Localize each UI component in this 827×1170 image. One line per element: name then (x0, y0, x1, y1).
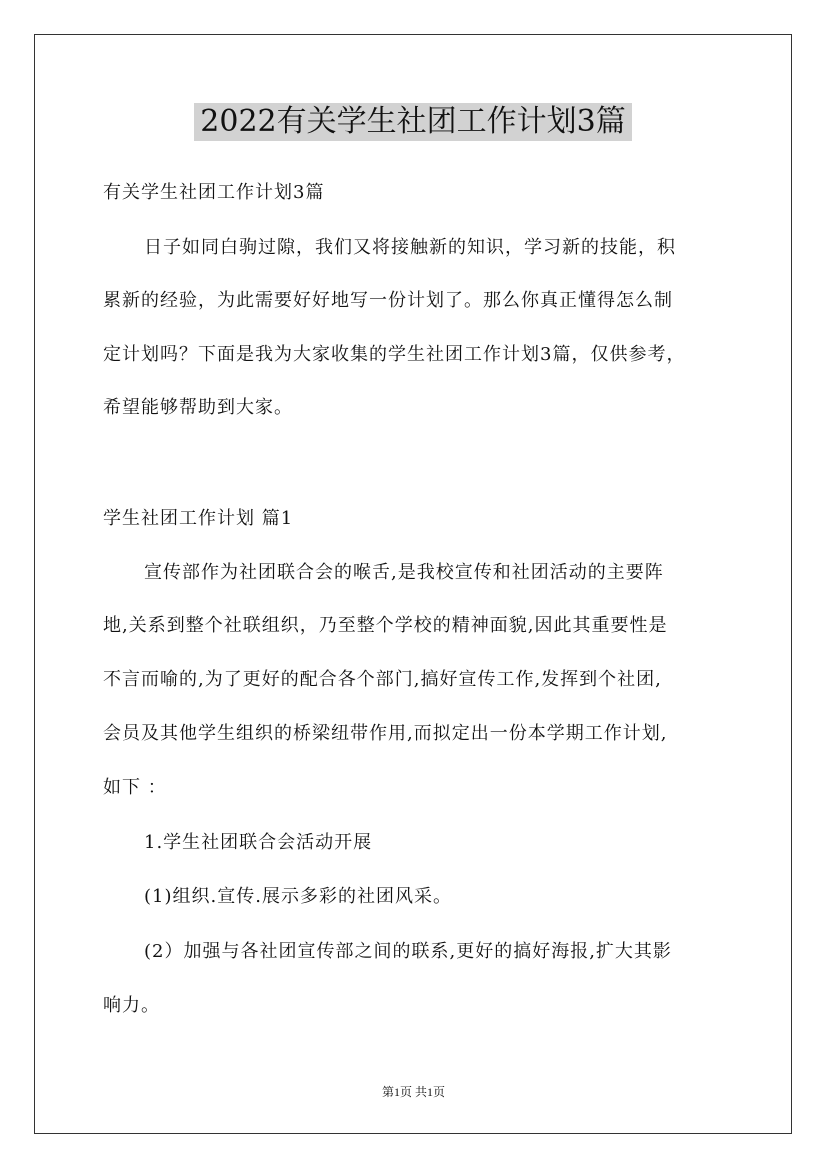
list-item: (2）加强与各社团宣传部之间的联系,更好的搞好海报,扩大其影 (144, 941, 672, 962)
body-line: 不言而喻的,为了更好的配合各个部门,搞好宣传工作,发挥到个社团, (103, 669, 662, 690)
intro-line: 希望能够帮助到大家。 (103, 397, 293, 418)
body-line: 会员及其他学生组织的桥梁纽带作用,而拟定出一份本学期工作计划, (103, 723, 668, 744)
list-item-continuation: 响力。 (103, 995, 160, 1016)
document-title: 2022有关学生社团工作计划3篇 (194, 103, 632, 141)
body-line: 如下 ： (103, 777, 167, 798)
body-line: 地,关系到整个社联组织，乃至整个学校的精神面貌,因此其重要性是 (103, 615, 668, 636)
body-line: 宣传部作为社团联合会的喉舌,是我校宣传和社团活动的主要阵 (144, 562, 664, 583)
intro-line: 日子如同白驹过隙，我们又将接触新的知识，学习新的技能，积 (144, 237, 676, 258)
section-heading: 学生社团工作计划 篇1 (103, 508, 294, 529)
item-heading: 1.学生社团联合会活动开展 (144, 832, 373, 853)
document-subtitle: 有关学生社团工作计划3篇 (103, 182, 325, 203)
intro-line: 累新的经验，为此需要好好地写一份计划了。那么你真正懂得怎么制 (103, 290, 673, 311)
intro-line: 定计划吗？下面是我为大家收集的学生社团工作计划3篇，仅供参考， (103, 344, 686, 365)
list-item: (1)组织.宣传.展示多彩的社团风采。 (144, 886, 452, 907)
page-number: 第1页 共1页 (381, 1085, 445, 1099)
